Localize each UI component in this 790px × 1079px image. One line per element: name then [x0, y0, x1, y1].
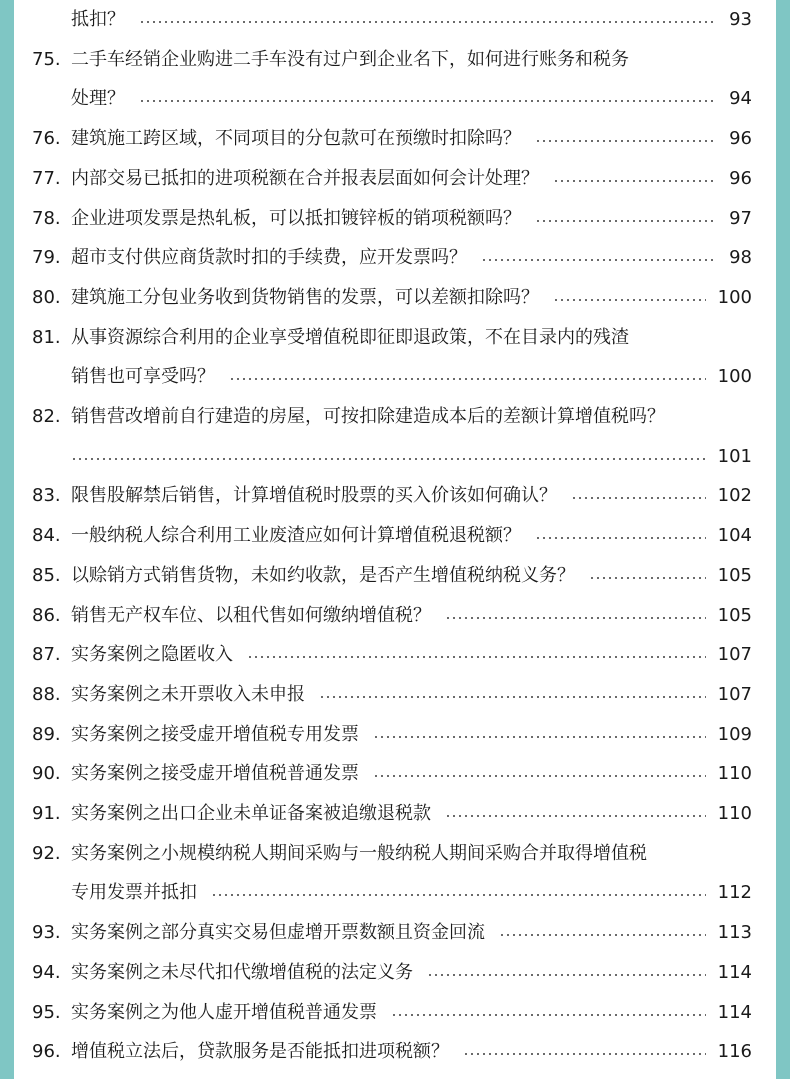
toc-line — [14, 323, 776, 353]
entry-title: 销售无产权车位、以租代售如何缴纳增值税？ — [71, 604, 431, 626]
dot-leader — [445, 815, 706, 817]
entry-title: 专用发票并抵扣 — [71, 882, 197, 904]
entry-title: 一般纳税人综合利用工业废渣应如何计算增值税退税额？ — [71, 525, 521, 547]
toc-entry-row[interactable] — [71, 998, 752, 1028]
dot-leader — [553, 180, 717, 182]
dot-leader — [463, 1053, 706, 1055]
entry-title: 以赊销方式销售货物，未如约收款，是否产生增值税纳税义务？ — [71, 564, 575, 586]
toc-entry-row[interactable] — [71, 124, 752, 154]
dot-leader — [481, 259, 717, 261]
dot-leader — [391, 1014, 706, 1016]
toc-line — [14, 918, 776, 948]
entry-title: 实务案例之为他人虚开增值税普通发票 — [71, 1001, 377, 1023]
entry-title: 企业进项发票是热轧板，可以抵扣镀锌板的销项税额吗？ — [71, 207, 521, 229]
dot-leader — [211, 894, 706, 896]
page-number: 97 — [729, 207, 752, 229]
toc-entry-row[interactable] — [71, 362, 752, 392]
page-number: 110 — [717, 803, 752, 824]
dot-leader — [499, 934, 706, 936]
entry-number: 90. — [32, 763, 61, 785]
toc-line — [14, 204, 776, 234]
entry-title: 内部交易已抵扣的进项税额在合并报表层面如何会计处理？ — [71, 167, 539, 189]
toc-line — [14, 799, 776, 829]
entry-number: 89. — [32, 723, 61, 745]
page-number: 116 — [717, 1041, 752, 1063]
entry-number: 81. — [32, 326, 61, 348]
dot-leader — [373, 736, 706, 738]
toc-entry-row[interactable] — [71, 243, 752, 273]
dot-leader — [247, 656, 706, 658]
page-number: 93 — [729, 9, 752, 30]
dot-leader — [71, 458, 706, 460]
toc-entry-row[interactable] — [71, 918, 752, 948]
toc-line — [14, 878, 776, 908]
page-number: 101 — [717, 445, 752, 467]
page-number: 104 — [717, 525, 752, 547]
toc-line — [14, 759, 776, 789]
entry-title: 处理？ — [71, 88, 125, 110]
toc-line — [14, 84, 776, 114]
toc-line — [14, 362, 776, 392]
entry-title: 实务案例之部分真实交易但虚增开票数额且资金回流 — [71, 922, 485, 944]
entry-title: 实务案例之小规模纳税人期间采购与一般纳税人期间采购合并取得增值税 — [71, 842, 647, 864]
entry-title: 从事资源综合利用的企业享受增值税即征即退政策，不在目录内的残渣 — [71, 326, 629, 348]
dot-leader — [373, 775, 706, 777]
entry-number: 78. — [32, 207, 61, 229]
entry-number: 95. — [32, 1001, 61, 1023]
page-number: 114 — [717, 961, 752, 983]
toc-line — [14, 839, 776, 869]
dot-leader — [229, 378, 706, 380]
page-number: 102 — [717, 485, 752, 507]
toc-entry-row[interactable] — [71, 5, 752, 35]
entry-number: 96. — [32, 1041, 61, 1063]
page-number: 109 — [717, 723, 752, 745]
entry-number: 93. — [32, 922, 61, 944]
entry-title: 实务案例之接受虚开增值税专用发票 — [71, 723, 359, 745]
toc-line — [14, 481, 776, 511]
toc-line — [14, 124, 776, 154]
dot-leader — [535, 537, 706, 539]
entry-title: 抵扣？ — [71, 9, 125, 30]
entry-title: 销售也可享受吗？ — [71, 366, 215, 388]
entry-number: 79. — [32, 247, 61, 269]
entry-number: 91. — [32, 803, 61, 824]
entry-number: 80. — [32, 286, 61, 308]
toc-line — [14, 521, 776, 551]
toc-line — [14, 1037, 776, 1067]
entry-number: 84. — [32, 525, 61, 547]
dot-leader — [553, 299, 706, 301]
toc-entry-row[interactable] — [71, 481, 752, 511]
toc-line — [14, 164, 776, 194]
toc-entry-row[interactable] — [71, 164, 752, 194]
toc-entry-row[interactable] — [71, 204, 752, 234]
page-number: 105 — [717, 564, 752, 586]
page-number: 114 — [717, 1001, 752, 1023]
toc-line — [14, 601, 776, 631]
toc-entry-row[interactable] — [71, 601, 752, 631]
page-number: 100 — [717, 366, 752, 388]
page-number: 105 — [717, 604, 752, 626]
dot-leader — [427, 974, 706, 976]
entry-number: 92. — [32, 842, 61, 864]
entry-number: 83. — [32, 485, 61, 507]
entry-title: 二手车经销企业购进二手车没有过户到企业名下，如何进行账务和税务 — [71, 48, 629, 70]
toc-entry-row[interactable] — [71, 720, 752, 750]
dot-leader — [445, 617, 706, 619]
page-number: 96 — [729, 167, 752, 189]
entry-title: 实务案例之隐匿收入 — [71, 644, 233, 666]
entry-title: 实务案例之接受虚开增值税普通发票 — [71, 763, 359, 785]
toc-line — [14, 640, 776, 670]
dot-leader — [571, 497, 706, 499]
entry-title: 销售营改增前自行建造的房屋，可按扣除建造成本后的差额计算增值税吗？ — [71, 406, 665, 427]
page-number: 107 — [717, 644, 752, 666]
toc-entry-row[interactable] — [71, 283, 752, 313]
entry-number: 82. — [32, 406, 61, 427]
toc-entry-row[interactable] — [71, 561, 752, 591]
page-number: 110 — [717, 763, 752, 785]
toc-line — [14, 561, 776, 591]
dot-leader — [319, 696, 706, 698]
page-number: 107 — [717, 683, 752, 705]
page-number: 113 — [717, 922, 752, 944]
toc-line — [14, 998, 776, 1028]
entry-title: 增值税立法后，贷款服务是否能抵扣进项税额？ — [71, 1041, 449, 1063]
toc-entry-row[interactable] — [71, 759, 752, 789]
entry-title: 超市支付供应商货款时扣的手续费，应开发票吗？ — [71, 247, 467, 269]
entry-number: 75. — [32, 48, 61, 70]
dot-leader — [139, 100, 717, 102]
toc-line — [14, 45, 776, 75]
toc-line — [14, 442, 776, 472]
toc-entry-row[interactable] — [71, 680, 752, 710]
dot-leader — [589, 577, 706, 579]
page-number: 96 — [729, 128, 752, 150]
entry-number: 94. — [32, 961, 61, 983]
toc-line — [14, 5, 776, 35]
toc-entry-row[interactable] — [71, 1037, 752, 1067]
entry-number: 85. — [32, 564, 61, 586]
entry-title: 实务案例之出口企业未单证备案被追缴退税款 — [71, 803, 431, 824]
toc-entry-row[interactable] — [71, 442, 752, 472]
entry-number: 76. — [32, 128, 61, 150]
toc-line — [14, 720, 776, 750]
entry-title: 建筑施工分包业务收到货物销售的发票，可以差额扣除吗？ — [71, 286, 539, 308]
dot-leader — [535, 140, 717, 142]
entry-title: 实务案例之未尽代扣代缴增值税的法定义务 — [71, 961, 413, 983]
page-number: 94 — [729, 88, 752, 110]
toc-line — [14, 243, 776, 273]
page-number: 98 — [729, 247, 752, 269]
toc-line — [14, 402, 776, 432]
entry-number: 86. — [32, 604, 61, 626]
toc-entry-row[interactable] — [71, 878, 752, 908]
toc-entry-row[interactable] — [71, 640, 752, 670]
dot-leader — [139, 21, 717, 23]
toc-line — [14, 958, 776, 988]
toc-entry-row[interactable] — [71, 521, 752, 551]
dot-leader — [535, 220, 717, 222]
entry-title: 建筑施工跨区域，不同项目的分包款可在预缴时扣除吗？ — [71, 128, 521, 150]
toc-line — [14, 680, 776, 710]
toc-entry-row[interactable] — [71, 84, 752, 114]
toc-page — [14, 0, 776, 1079]
entry-number: 88. — [32, 683, 61, 705]
entry-title: 限售股解禁后销售，计算增值税时股票的买入价该如何确认？ — [71, 485, 557, 507]
toc-entry-row[interactable] — [71, 799, 752, 829]
entry-number: 87. — [32, 644, 61, 666]
page-number: 112 — [717, 882, 752, 904]
page-number: 100 — [717, 286, 752, 308]
toc-line — [14, 283, 776, 313]
entry-title: 实务案例之未开票收入未申报 — [71, 683, 305, 705]
entry-number: 77. — [32, 167, 61, 189]
toc-entry-row[interactable] — [71, 958, 752, 988]
